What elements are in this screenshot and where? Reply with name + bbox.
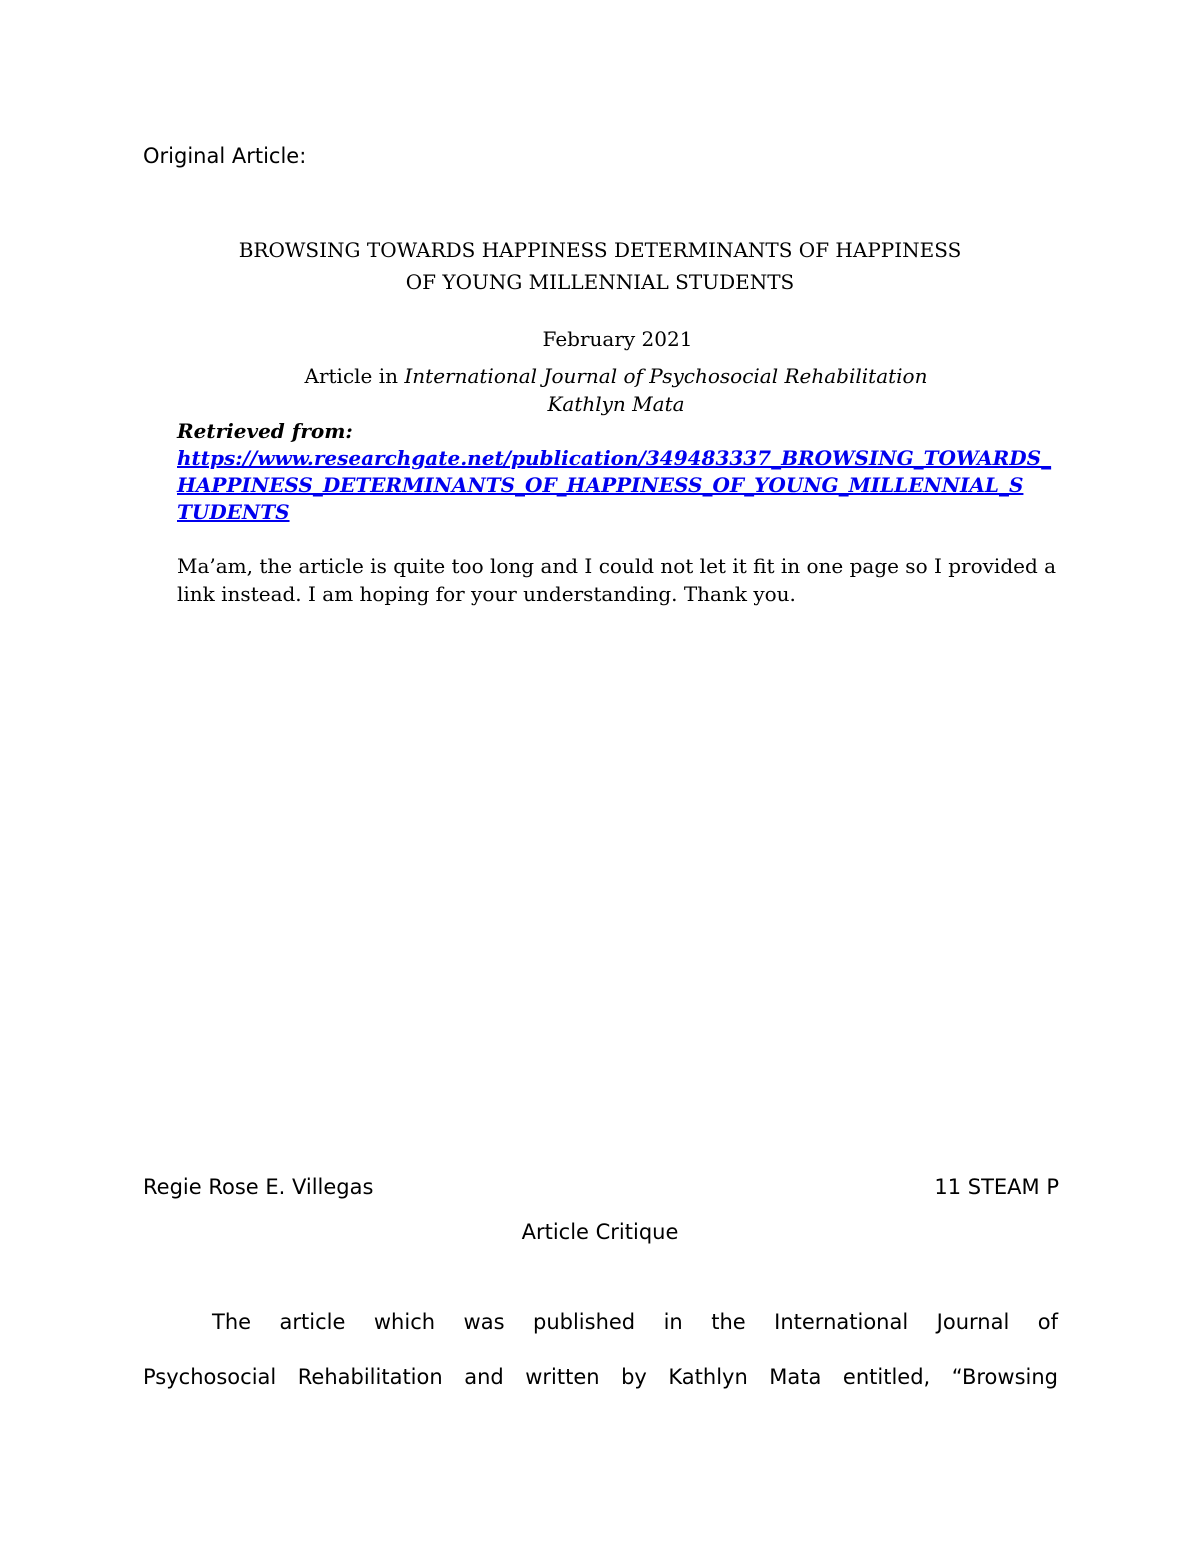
original-article-label: Original Article: <box>143 144 307 168</box>
critique-body-line-1: The article which was published in the International Journal of <box>212 1310 1058 1334</box>
article-in-prefix: Article in <box>304 364 405 388</box>
author-name: Kathlyn Mata <box>547 392 685 416</box>
source-link-line-3[interactable]: TUDENTS <box>177 500 290 524</box>
source-link-line-1[interactable]: https://www.researchgate.net/publication/349483337_BROWSING_TOWARDS_ <box>177 446 1052 470</box>
source-link-line-2[interactable]: HAPPINESS_DETERMINANTS_OF_HAPPINESS_OF_YOUNG_MILLENNIAL_S <box>177 473 1024 497</box>
publication-date: February 2021 <box>542 327 693 351</box>
class-section: 11 STEAM P <box>934 1175 1059 1199</box>
critique-heading: Article Critique <box>521 1220 679 1244</box>
article-title-line-1: BROWSING TOWARDS HAPPINESS DETERMINANTS OF HAPPINESS <box>238 238 962 262</box>
note-paragraph: Ma’am, the article is quite too long and I could not let it fit in one page so I provided a link instead. I am hoping for your understanding. Thank you. <box>177 554 1057 606</box>
student-name: Regie Rose E. Villegas <box>143 1175 374 1199</box>
source-link[interactable] <box>177 445 1051 526</box>
article-title-line-2: OF YOUNG MILLENNIAL STUDENTS <box>405 270 795 294</box>
critique-body-line-2: Psychosocial Rehabilitation and written by Kathlyn Mata entitled, “Browsing <box>143 1365 1058 1389</box>
retrieved-from-label: Retrieved from: <box>177 419 353 443</box>
article-title <box>0 234 1200 298</box>
journal-name: International Journal of Psychosocial Rehabilitation <box>404 364 928 388</box>
journal-line <box>0 364 1200 388</box>
